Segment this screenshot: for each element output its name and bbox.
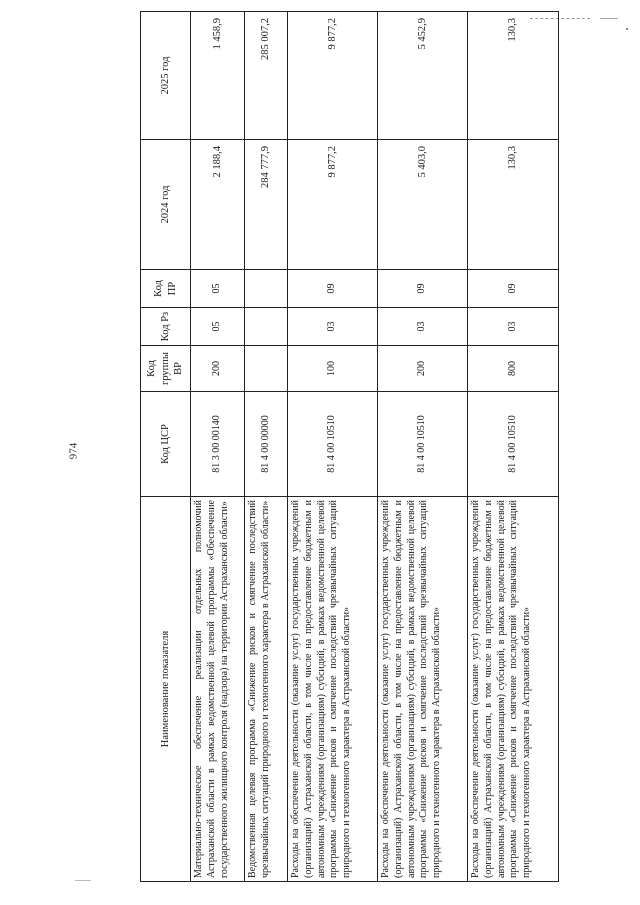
table-row [191,12,245,882]
header-csr: Код ЦСР [141,392,191,497]
cell-pr: 05 [191,270,245,308]
cell-vr: 200 [378,346,468,392]
cell-csr: 81 4 00 10510 [378,392,468,497]
cell-pr: 09 [468,270,559,308]
table-row [378,12,468,882]
cell-vr: 200 [191,346,245,392]
cell-name: Материально-техническое обеспечение реализации отдельных полномочий Астраханской области в рамках ведомственной целевой программы «Обеспечение государственного жилищного контроля (надзора) на территории Астраханской области» [191,497,245,882]
header-pr: Код ПР [141,270,191,308]
scan-artifact-line [600,18,618,19]
cell-vr [245,346,288,392]
scan-artifact-line [75,880,91,881]
cell-csr: 81 3 00 00140 [191,392,245,497]
cell-2025: 1 458,9 [191,12,245,140]
cell-pr: 09 [288,270,378,308]
cell-rz: 05 [191,308,245,346]
cell-csr: 81 4 00 10510 [468,392,559,497]
header-rz: Код Рз [141,308,191,346]
cell-pr [245,270,288,308]
header-2025: 2025 год [141,12,191,140]
header-2024: 2024 год [141,140,191,270]
cell-vr: 100 [288,346,378,392]
cell-2024: 9 877,2 [288,140,378,270]
cell-csr: 81 4 00 10510 [288,392,378,497]
page-number: 974 [67,442,80,460]
cell-vr: 800 [468,346,559,392]
cell-name: Расходы на обеспечение деятельности (оказание услуг) государственных учреждений (организаций) Астраханской области, в том числе на предоставление бюджетным и автономным учреждениям (организациям) субсидий, в рамках ведомственной целевой программы «Снижение рисков и смягчение последствий чрезвычайных ситуаций природного и техногенного характера в Астраханской области» [288,497,378,882]
cell-2024: 130,3 [468,140,559,270]
header-vr: Код группы ВР [141,346,191,392]
table-header-row [141,12,191,882]
cell-2025: 130,3 [468,12,559,140]
cell-rz: 03 [378,308,468,346]
cell-name: Расходы на обеспечение деятельности (оказание услуг) государственных учреждений (организаций) Астраханской области, в том числе на предоставление бюджетным и автономным учреждениям (организациям) субсидий, в рамках ведомственной целевой программы «Снижение рисков и смягчение последствий чрезвычайных ситуаций природного и техногенного характера в Астраханской области» [378,497,468,882]
cell-2024: 284 777,9 [245,140,288,270]
cell-2024: 5 403,0 [378,140,468,270]
cell-2024: 2 188,4 [191,140,245,270]
cell-pr: 09 [378,270,468,308]
scan-artifact-dot [626,28,628,30]
rotated-page-frame [140,12,533,882]
header-name: Наименование показателя [141,497,191,882]
cell-rz [245,308,288,346]
cell-rz: 03 [468,308,559,346]
table-row [245,12,288,882]
cell-2025: 9 877,2 [288,12,378,140]
cell-name: Ведомственная целевая программа «Снижение рисков и смягчение последствий чрезвычайных ситуаций природного и техногенного характера в Астраханской области» [245,497,288,882]
cell-rz: 03 [288,308,378,346]
cell-2025: 285 007,2 [245,12,288,140]
cell-name: Расходы на обеспечение деятельности (оказание услуг) государственных учреждений (организаций) Астраханской области, в том числе на предоставление бюджетным и автономным учреждениям (организациям) субсидий, в рамках ведомственной целевой программы «Снижение рисков и смягчение последствий чрезвычайных ситуаций природного и техногенного характера в Астраханской области» [468,497,559,882]
cell-2025: 5 452,9 [378,12,468,140]
table-row [468,12,559,882]
cell-csr: 81 4 00 00000 [245,392,288,497]
budget-table [140,11,559,882]
table-row [288,12,378,882]
budget-table-container [140,12,533,882]
